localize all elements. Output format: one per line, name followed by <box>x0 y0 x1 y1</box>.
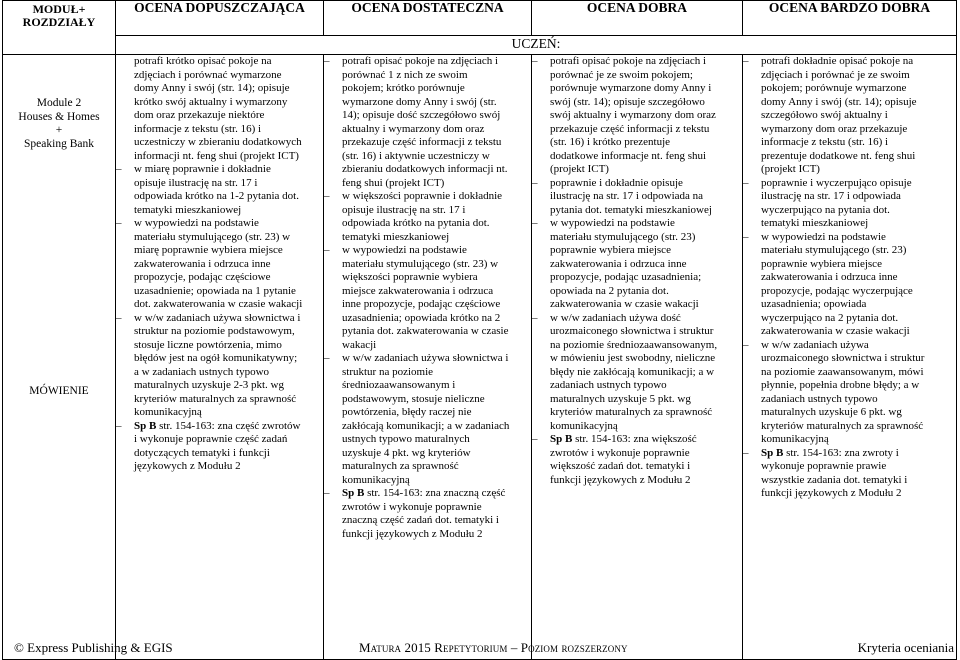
criteria-line: wszystkie zadania dot. tematyki i <box>761 473 908 486</box>
grading-criteria-table <box>2 0 957 660</box>
criteria-line: przekazuje część informacji z tekstu <box>550 122 710 135</box>
criteria-line: ‒ w większości poprawnie i dokładnie <box>324 190 531 204</box>
criteria-line: odpowiada krótko na 1-2 pytania dot. <box>134 190 299 202</box>
criteria-line: poprawnie wybiera miejsce <box>550 244 671 256</box>
corner-header: MODUŁ+ ROZDZIAŁY <box>3 1 116 55</box>
criteria-line: wyczerpująco na 2 pytania dot. <box>761 311 899 324</box>
criteria-line: uzasadnienia; opowiada krótko na 2 <box>342 311 501 324</box>
criteria-line: urozmaiconego słownictwa i struktur <box>761 352 925 364</box>
criteria-line: uczestniczy w zbieraniu dodatkowych <box>134 136 302 148</box>
criteria-line: urozmaiconego słownictwa i struktur <box>550 325 714 337</box>
criteria-line: ‒ w w/w zadaniach używa słownictwa i <box>324 352 531 366</box>
criteria-line: zakłócają komunikacji; a w zadaniach <box>342 419 510 432</box>
criteria-line: funkcji językowych z Modułu 2 <box>342 527 483 540</box>
criteria-line: i wykonuje poprawnie część zadań <box>134 433 288 445</box>
criteria-line: porównać 1 z nich ze swoim <box>342 68 468 81</box>
criteria-line: krótko swój aktualny i wymarzony <box>134 95 288 108</box>
criteria-line: ‒ w w/w zadaniach używa słownictwa i <box>116 312 323 326</box>
criteria-line: kryteriów maturalnych za sprawność <box>134 392 297 405</box>
page-footer <box>0 640 960 660</box>
criteria-line: miarę poprawnie wybiera miejsce <box>134 244 283 256</box>
header-bardzo-dobra: OCENA BARDZO DOBRA <box>743 1 957 36</box>
criteria-line: opowiada na 2 pytania dot. <box>550 284 669 297</box>
criteria-line: tematyki mieszkaniowej <box>342 230 450 243</box>
criteria-line: maturalnych uzyskuje 5 pkt. wg <box>550 392 691 405</box>
criteria-line: większość zadań dot. tematyki i <box>550 460 691 472</box>
footer-copyright: © Express Publishing & EGIS <box>14 640 173 655</box>
criteria-line: kryteriów maturalnych za sprawność <box>761 419 924 432</box>
criteria-line: zbieraniu dodatkowych informacji nt. <box>342 163 508 175</box>
criteria-line: ‒ Sp B str. 154-163: zna znaczną część <box>324 487 531 501</box>
criteria-line: zakwaterowania i odrzuca inne <box>134 257 271 270</box>
criteria-line: aktualny i wymarzony dom oraz <box>342 122 485 135</box>
criteria-line: pytania dot. tematyki mieszkaniowej <box>550 203 712 216</box>
criteria-line: pokojem; krótko porównuje <box>342 82 465 94</box>
criteria-line: ‒ w wypowiedzi na podstawie <box>743 231 956 245</box>
criteria-line: na poziomie średniozaawansowanym, <box>550 338 718 351</box>
criteria-line: a w zadaniach ustnych typowo <box>134 365 270 378</box>
criteria-line: propozycje, podając uzasadnienia; <box>550 271 702 283</box>
criteria-line: uzyskuje 4 pkt. wg kryteriów <box>342 446 471 459</box>
criteria-line: (projekt ICT) <box>550 163 609 175</box>
criteria-line: materiału stymulującego (str. 23) w <box>342 257 499 270</box>
criteria-line: dot. zakwaterowania w czasie wakacji <box>134 298 303 310</box>
criteria-line: prezentuje dodatkowe nt. feng shui <box>761 149 916 162</box>
criteria-line: językowych z Modułu 2 <box>134 460 241 472</box>
criteria-line: ‒ w wypowiedzi na podstawie <box>116 217 323 231</box>
criteria-line: ‒ w wypowiedzi na podstawie <box>532 217 742 231</box>
criteria-line: ‒ poprawnie i wyczerpująco opisuje <box>743 177 956 191</box>
criteria-dopuszczajaca <box>116 55 324 660</box>
criteria-line: zwrotów i wykonuje poprawnie <box>342 500 482 513</box>
criteria-line: informacji nt. feng shui (projekt ICT) <box>134 149 299 162</box>
criteria-line: zakwaterowania i odrzuca inne <box>550 257 687 270</box>
criteria-line: materiału stymulującego (str. 23) <box>550 230 696 243</box>
criteria-line: maturalnych za sprawność <box>342 460 459 472</box>
criteria-line: maturalnych uzyskuje 6 pkt. wg <box>761 406 902 418</box>
criteria-line: większości poprawnie wybiera <box>342 271 478 283</box>
module-name: Module 2 Houses & Homes + Speaking Bank <box>18 97 100 150</box>
criteria-line: dodatkowe informacje nt. feng shui <box>550 149 707 162</box>
criteria-line: w mówieniu jest swobodny, nieliczne <box>550 352 716 364</box>
criteria-line: feng shui (projekt ICT) <box>342 176 445 189</box>
criteria-line: średniozaawansowanym i <box>342 379 456 391</box>
criteria-line: błędy nie zakłócają komunikacji; a w <box>550 365 715 378</box>
criteria-line: struktur na poziomie <box>342 365 434 378</box>
criteria-line: ‒ w wypowiedzi na podstawie <box>324 244 531 258</box>
criteria-line: komunikacyjną <box>134 406 202 418</box>
criteria-line: informacje z tekstu (str. 16) i <box>761 136 889 148</box>
criteria-line: zadaniach ustnych typowo <box>761 392 878 405</box>
criteria-line: podstawowym, stosuje nieliczne <box>342 392 485 405</box>
criteria-line: ‒ Sp B str. 154-163: zna część zwrotów <box>116 420 323 434</box>
skill-label: MÓWIENIE <box>29 385 89 397</box>
header-dostateczna: OCENA DOSTATECZNA <box>324 1 532 36</box>
criteria-line: wyczerpująco na pytania dot. <box>761 203 890 216</box>
criteria-line: ilustrację na str. 17 i odpowiada na <box>550 190 704 202</box>
criteria-line: wymarzone domy Anny i swój (str. <box>342 95 497 108</box>
criteria-line: ‒ potrafi opisać pokoje na zdjęciach i <box>532 55 742 69</box>
criteria-line: ‒ Sp B str. 154-163: zna większość <box>532 433 742 447</box>
criteria-line: porównać je ze swoim pokojem; <box>550 68 693 81</box>
criteria-line: funkcji językowych z Modułu 2 <box>550 473 691 486</box>
criteria-line: opisuje ilustrację na str. 17 i <box>134 176 258 189</box>
criteria-line: wymarzony dom oraz przekazuje <box>761 122 908 135</box>
criteria-line: zadaniach ustnych typowo <box>550 379 667 391</box>
criteria-line: miejsce zakwaterowania i odrzuca <box>342 284 494 297</box>
criteria-line: zdjęciach i porównać wymarzone <box>134 68 282 81</box>
criteria-line: na poziomie zaawansowanym, mówi <box>761 365 924 378</box>
criteria-line: tematyki mieszkaniowej <box>761 217 869 229</box>
criteria-line: stosuje liczne powtórzenia, mimo <box>134 338 282 351</box>
criteria-line: pokojem; porównuje wymarzone <box>761 82 907 94</box>
criteria-line: płynnie, popełnia drobne błędy; a w <box>761 379 920 391</box>
criteria-line: poprawnie wybiera miejsce <box>761 257 882 270</box>
criteria-line: ‒ potrafi opisać pokoje na zdjęciach i <box>324 55 531 69</box>
criteria-line: wykonuje poprawnie prawie <box>761 460 887 472</box>
header-dopuszczajaca: OCENA DOPUSZCZAJĄCA <box>116 1 324 36</box>
criteria-line: kryteriów maturalnych za sprawność <box>550 406 713 418</box>
criteria-line: tematyki mieszkaniowej <box>134 203 242 216</box>
criteria-line: ‒ w miarę poprawnie i dokładnie <box>116 163 323 177</box>
criteria-line: przekazuje część informacji z tekstu <box>342 136 502 148</box>
criteria-line: domy Anny i swój (str. 14); opisuje <box>134 82 290 94</box>
criteria-line: zakwaterowania i odrzuca inne <box>761 271 898 283</box>
criteria-line: porównuje wymarzone domy Anny i <box>550 82 712 94</box>
criteria-line: dotyczących tematyki i funkcji <box>134 446 270 459</box>
footer-title: Matura 2015 Repetytorium – Poziom rozszerzony <box>359 640 628 655</box>
criteria-line: pytania dot. zakwaterowania w czasie <box>342 325 509 337</box>
criteria-line: opisuje ilustrację na str. 17 i <box>342 203 466 216</box>
criteria-line: struktur na poziomie podstawowym, <box>134 325 295 337</box>
criteria-line: uzasadnienia; opowiada <box>761 298 867 310</box>
criteria-line: zakwaterowania w czasie wakacji <box>550 298 699 310</box>
footer-doc-name: Kryteria oceniania <box>857 640 954 655</box>
criteria-line: inne propozycje, podając częściowe <box>342 298 501 310</box>
header-dobra: OCENA DOBRA <box>532 1 743 36</box>
criteria-line: domy Anny i swój (str. 14); opisuje <box>761 95 917 108</box>
criteria-line: swój (str. 14); opisuje szczegółowo <box>550 95 705 108</box>
criteria-line: szczegółowo swój aktualny i <box>761 109 888 121</box>
criteria-line: ‒ Sp B str. 154-163: zna zwroty i <box>743 447 956 461</box>
student-label: UCZEŃ: <box>116 36 957 55</box>
criteria-line: propozycje, podając wyczerpujące <box>761 284 913 297</box>
criteria-dobra <box>532 55 743 660</box>
criteria-bardzo-dobra <box>743 55 957 660</box>
criteria-line: funkcji językowych z Modułu 2 <box>761 487 902 499</box>
criteria-line: zdjęciach i porównać je ze swoim <box>761 68 910 81</box>
criteria-line: 14); opisuje dość szczegółowo swój <box>342 109 501 121</box>
criteria-line: ‒ w w/w zadaniach używa <box>743 339 956 353</box>
criteria-line: odpowiada krótko na pytania dot. <box>342 217 490 229</box>
criteria-line: (str. 16) i aktywnie uczestniczy w <box>342 149 490 162</box>
criteria-line: swój aktualny i wymarzony dom oraz <box>550 109 716 121</box>
criteria-line: powtórzenia, błędy raczej nie <box>342 406 472 418</box>
criteria-line: ‒ potrafi dokładnie opisać pokoje na <box>743 55 956 69</box>
criteria-dostateczna <box>324 55 532 660</box>
criteria-line: znaczną część zadań dot. tematyki i <box>342 514 499 526</box>
criteria-line: wakacji <box>342 338 377 351</box>
criteria-line: zakwaterowania w czasie wakacji <box>761 325 910 337</box>
criteria-line: potrafi krótko opisać pokoje na <box>134 55 272 67</box>
criteria-line: komunikacyjną <box>342 473 410 486</box>
criteria-line: komunikacyjną <box>550 419 618 432</box>
criteria-line: propozycje, podając częściowe <box>134 271 271 283</box>
criteria-line: (str. 16) i krótko prezentuje <box>550 136 671 148</box>
module-cell <box>3 55 116 660</box>
criteria-line: materiału stymulującego (str. 23) <box>761 244 907 256</box>
criteria-line: komunikacyjną <box>761 433 829 445</box>
criteria-line: zwrotów i wykonuje poprawnie <box>550 446 690 459</box>
criteria-line: (projekt ICT) <box>761 163 820 175</box>
criteria-line: ilustrację na str. 17 i odpowiada <box>761 190 901 202</box>
criteria-line: informacje z tekstu (str. 16) i <box>134 122 262 135</box>
criteria-line: materiału stymulującego (str. 23) w <box>134 230 291 243</box>
criteria-line: błędów jest na ogół komunikatywny; <box>134 352 298 364</box>
criteria-line: dom oraz przekazuje niektóre <box>134 109 265 121</box>
criteria-line: uzasadnienie; opowiada na 1 pytanie <box>134 284 296 297</box>
criteria-line: ‒ poprawnie i dokładnie opisuje <box>532 177 742 191</box>
criteria-line: ustnych typowo maturalnych <box>342 433 470 445</box>
criteria-line: maturalnych uzyskuje 2-3 pkt. wg <box>134 379 284 391</box>
criteria-line: ‒ w w/w zadaniach używa dość <box>532 312 742 326</box>
